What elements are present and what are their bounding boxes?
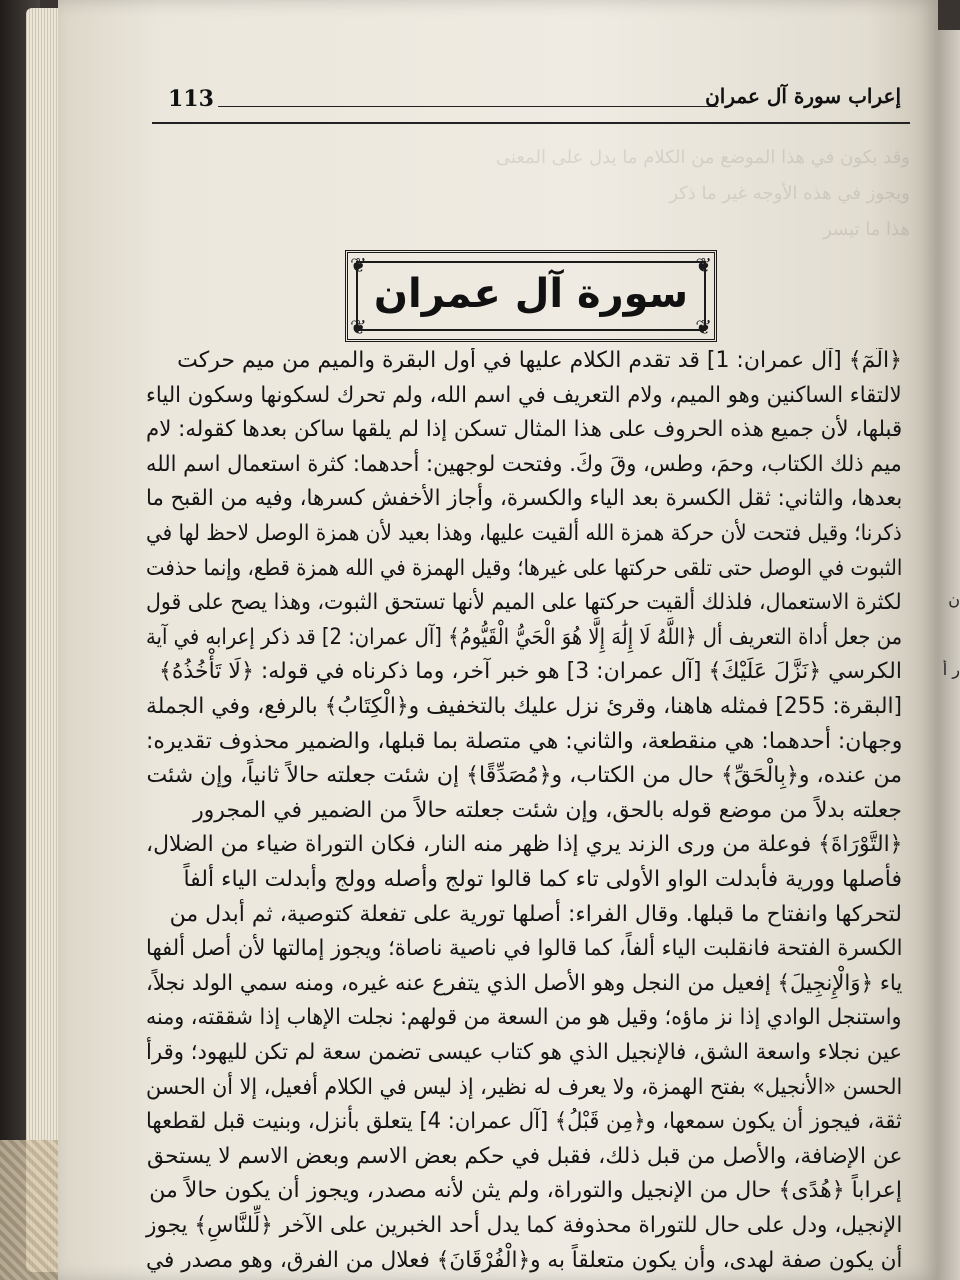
body-line: الكرسي ﴿نَزَّلَ عَلَيْكَ﴾ [آل عمران: 3] هو خبر آخر، وما ذكرناه في قوله: ﴿لَا تَأْخُذُهُ﴾ <box>159 659 902 685</box>
page-header <box>160 84 905 124</box>
body-line: من جعل أداة التعريف أل ﴿اللَّهُ لَا إِلَٰهَ إِلَّا هُوَ الْحَيُّ الْقَيُّومُ﴾ [آل عمران: 2] قد ذكر إعرابه في آية <box>145 624 902 650</box>
body-line: الحسن «الأنجيل» بفتح الهمزة، ولا يعرف له نظير، إذ ليس في الكلام أفعيل، إلا أن الحسن <box>145 1074 902 1100</box>
surah-title-frame <box>345 250 717 342</box>
body-line: عين نجلاء واسعة الشق، فالإنجيل الذي هو كتاب عيسى تضمن سعة لم تكن لليهود؛ وقرأ <box>145 1040 902 1065</box>
body-line: ياء ﴿وَالْإِنجِيلَ﴾ إفعيل من النجل وهو الأصل الذي يتفرع عنه غيره، ومنه سمي الولد نجلاً، <box>145 970 902 996</box>
body-line: الكسرة الفتحة فانقلبت الياء ألفاً، كما قالوا في ناصية ناصاة؛ ويجوز إمالتها لأن أصل ألفها <box>145 936 902 962</box>
body-line: الإنجيل، ودل على حال للتوراة محذوفة كما يدل أحد الخبرين على الآخر ﴿لِّلنَّاسِ﴾ يجوز <box>145 1213 902 1238</box>
header-rule <box>152 122 910 124</box>
body-line: ﴿التَّوْرَاةَ﴾ فوعلة من ورى الزند يري إذا ظهر منه النار، فكان التوراة ضياء من الضلال، <box>145 832 902 858</box>
body-line: جعلته بدلاً من موضع قوله بالحق، وإن شئت جعلته حالاً من الضمير في المجرور <box>193 797 902 823</box>
body-line: [البقرة: 255] فمثله هاهنا، وقرئ نزل عليك بالتخفيف و﴿الْكِتَابُ﴾ بالرفع، وفي الجملة <box>145 694 902 719</box>
page-number: 113 <box>168 86 214 112</box>
body-text <box>142 348 902 1276</box>
ornament-icon: ❦ <box>695 253 712 277</box>
ornament-icon: ❦ <box>350 315 367 339</box>
body-line: بعدها، والثاني: ثقل الكسرة بعد الياء والكسرة، وأجاز الأخفش كسرها، وفيه من القبح ما <box>145 486 902 512</box>
body-line: الثبوت في الوصل حتى تلقى حركتها على غيرها؛ وقيل الهمزة في الله همزة قطع، وإنما حذفت <box>145 555 902 581</box>
ghost-line: وقد يكون في هذا الموضع من الكلام ما يدل على المعنى <box>495 147 910 168</box>
ghost-line: ويجوز في هذه الأوجه غير ما ذكر <box>669 183 910 204</box>
body-line: فأصلها وورية فأبدلت الواو الأولى تاء كما قالوا تولج وأصله وولج وأبدلت الياء ألفاً <box>183 867 902 892</box>
ornament-icon: ❦ <box>695 315 712 339</box>
next-page-fragment: ن <box>948 590 960 609</box>
ornament-icon: ❦ <box>350 253 367 277</box>
body-line: ذكرنا؛ وقيل فتحت لأن حركة همزة الله ألقيت عليها، وهذا بعيد لأن همزة الوصل لاحظ لها في <box>146 521 902 546</box>
body-line: واستنجل الوادي إذا نز ماؤه؛ وقيل هو من السعة من قولهم: نجلت الإهاب إذا شققته، ومنه <box>146 1005 902 1031</box>
body-line: لكثرة الاستعمال، فلذلك ألقيت حركتها على الميم لأنها تستحق الثبوت، وهذا يصح على قول <box>146 590 902 616</box>
body-line: ثقة، فيجوز أن يكون سمعها، و﴿مِن قَبْلُ﴾ [آل عمران: 4] يتعلق بأنزل، وبنيت قبل لقطعها <box>146 1109 902 1135</box>
ghost-line: هذا ما تيسر <box>823 219 910 240</box>
body-line: إعراباً ﴿هُدًى﴾ حال من الإنجيل والتوراة، ولم يثن لأنه مصدر، ويجوز أن يكون حالاً من <box>149 1178 902 1204</box>
next-page-fragment: ر أ <box>942 660 960 679</box>
header-line <box>218 106 718 107</box>
surah-title: سورة آل عمران <box>373 271 689 317</box>
running-title: إعراب سورة آل عمران <box>705 84 901 108</box>
body-line: أن يكون صفة لهدى، وأن يكون متعلقاً به و﴿الْفُرْقَانَ﴾ فعلال من الفرق، وهو مصدر في <box>145 1247 902 1273</box>
body-line: وجهان: أحدهما: هي منقطعة، والثاني: هي متصلة بما قبلها، والضمير محذوف تقديره: <box>145 728 902 754</box>
body-line: قبلها، لأن جميع هذه الحروف على هذا المثال تسكن إذا لم يلقها ساكن بعدها كقوله: لام <box>145 417 902 443</box>
body-line: من عنده، و﴿بِالْحَقِّ﴾ حال من الكتاب، و﴿مُصَدِّقًا﴾ إن شئت جعلته حالاً ثانياً، وإن شئت <box>146 763 902 789</box>
body-line: لالتقاء الساكنين وهو الميم، ولام التعريف في اسم الله، ولم تحرك لسكونها وسكون الياء <box>146 382 902 408</box>
body-line: عن الإضافة، والأصل من قبل ذلك، فقبل في حكم بعض الاسم وبعض الاسم لا يستحق <box>146 1143 902 1169</box>
body-line: ميم ذلك الكتاب، وحمَ، وطس، وقَ وكَ. وفتحت لوجهين: أحدهما: كثرة استعمال اسم الله <box>146 451 902 477</box>
body-line: لتحركها وانفتاح ما قبلها. وقال الفراء: أصلها تورية على تفعلة كتوصية، ثم أبدل من <box>169 901 902 927</box>
body-line: ﴿الٓمٓ﴾ [آل عمران: 1] قد تقدم الكلام عليها في أول البقرة والميم من ميم حركت <box>177 348 902 373</box>
